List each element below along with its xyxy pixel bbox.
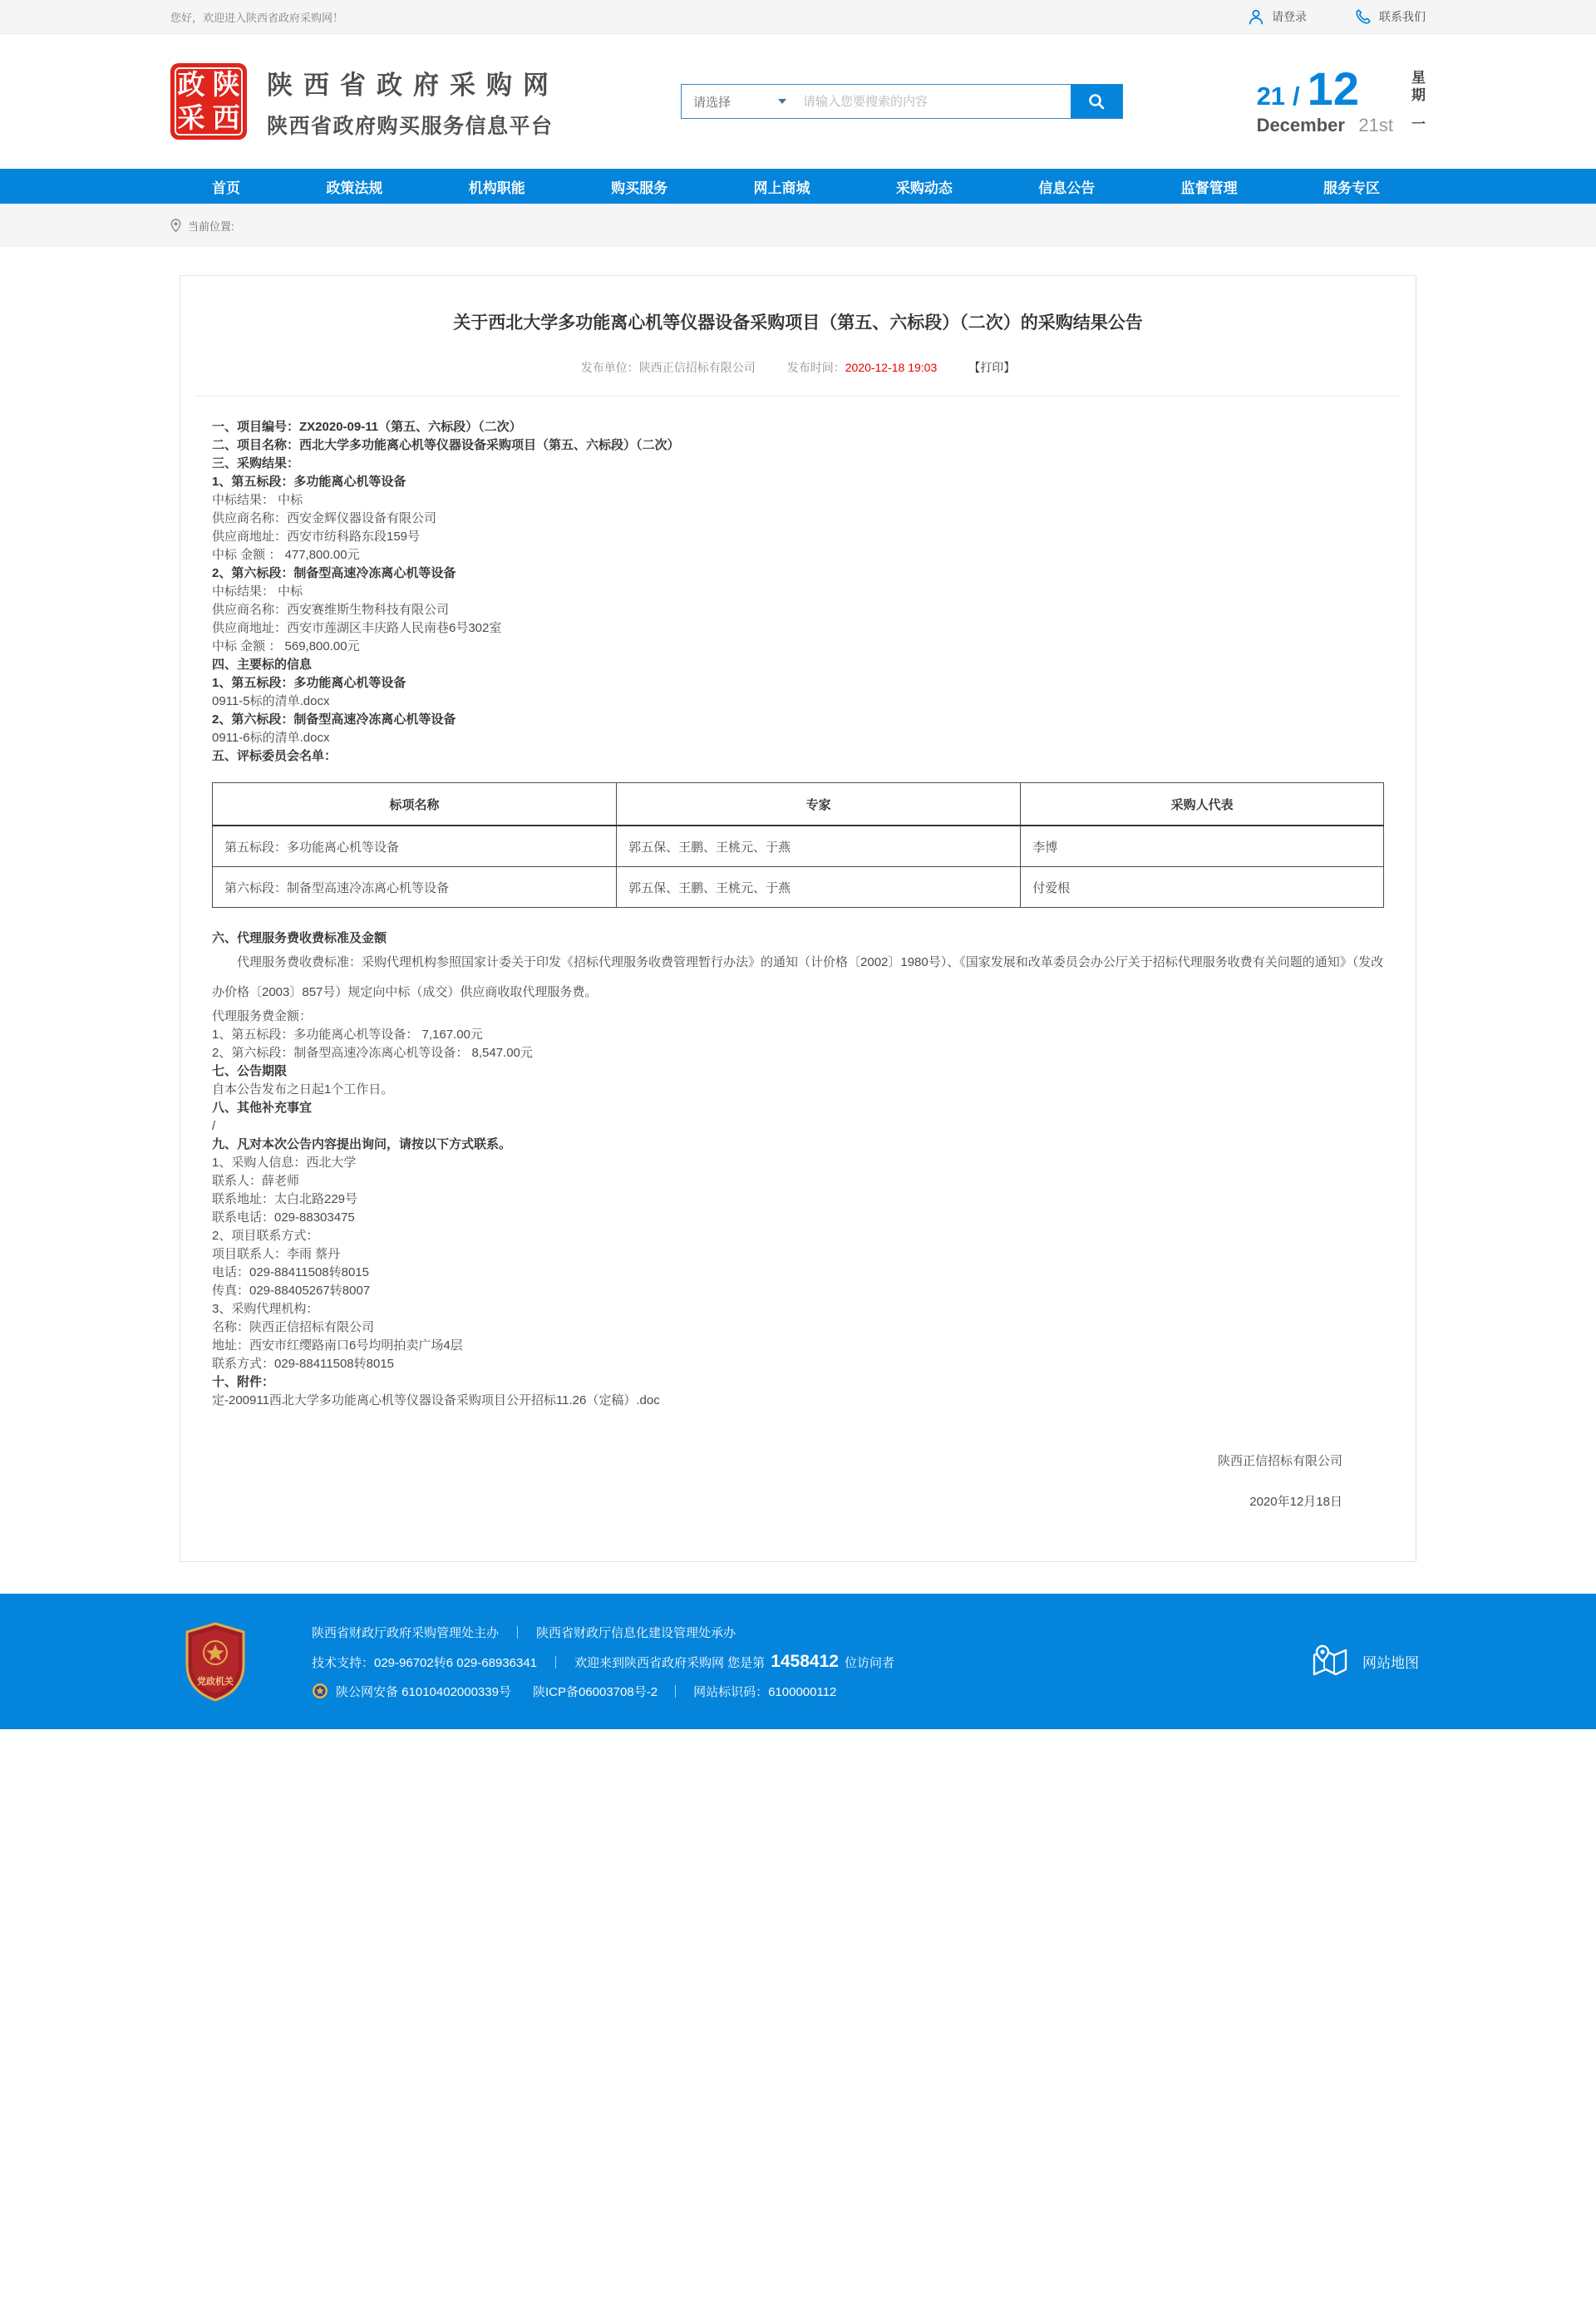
police-badge-icon	[312, 1683, 328, 1699]
body-line: 名称：陕西正信招标有限公司	[212, 1320, 375, 1334]
icp-number: 陕ICP备06003708号-2	[532, 1684, 658, 1699]
publisher	[581, 359, 756, 376]
login-link[interactable]	[1248, 8, 1307, 25]
nav-item-policy[interactable]: 政策法规	[326, 180, 383, 196]
logo-char: 政	[177, 69, 205, 100]
site-header	[0, 34, 1596, 169]
weekday-char: 一	[1411, 116, 1426, 132]
body-line: 供应商名称：西安金辉仪器设备有限公司	[212, 511, 437, 525]
site-title: 陕西省政府采购网	[267, 70, 559, 100]
weekday-char: 期	[1411, 86, 1426, 103]
date-slash: /	[1293, 81, 1300, 111]
table-cell: 郭五保、王鹏、王桃元、于燕	[617, 867, 1021, 908]
body-line: 中标结果： 中标	[212, 493, 303, 507]
body-line: 地址：西安市红缨路南口6号均明拍卖广场4层	[212, 1338, 463, 1353]
nav-item-info-announcements[interactable]: 信息公告	[1038, 180, 1096, 196]
section-heading: 八、其他补充事宜	[212, 1101, 313, 1115]
section-heading: 四、主要标的信息	[212, 658, 313, 672]
logo-char: 西	[212, 102, 240, 133]
caret-down-icon	[778, 99, 786, 104]
logo-char: 采	[177, 102, 205, 133]
nav-bar	[0, 169, 1596, 204]
main-content	[0, 247, 1596, 1594]
article-title: 关于西北大学多功能离心机等仪器设备采购项目（第五、六标段）（二次）的采购结果公告	[453, 313, 1143, 333]
site-code: 网站标识码：6100000112	[693, 1684, 837, 1699]
weekday-char: 星	[1411, 69, 1426, 86]
nav-item-online-mall[interactable]: 网上商城	[753, 180, 810, 196]
body-line: 中标 金额 ： 477,800.00元	[212, 548, 360, 562]
footer-host-line: 陕西省财政厅政府采购管理处主办 ｜ 陕西省财政厅信息化建设管理处承办	[312, 1625, 736, 1640]
location-pin-icon	[170, 219, 181, 233]
body-line: 1、第五标段：多功能离心机等设备： 7,167.00元	[212, 1028, 483, 1042]
section-heading: 九、凡对本次公告内容提出询问，请按以下方式联系。	[212, 1137, 512, 1151]
user-icon	[1248, 8, 1264, 25]
attachment-link[interactable]: 0911-5标的清单.docx	[212, 694, 330, 708]
body-line: 联系电话：029-88303475	[212, 1210, 355, 1225]
table-row	[213, 826, 1384, 867]
search-input[interactable]	[795, 85, 1071, 118]
table-cell: 付爱根	[1021, 867, 1384, 908]
section-heading: 七、公告期限	[212, 1064, 288, 1078]
nav-item-supervision[interactable]: 监督管理	[1180, 180, 1238, 196]
body-line: 联系人：薛老师	[212, 1174, 300, 1188]
login-label: 请登录	[1272, 10, 1307, 23]
topbar	[0, 0, 1596, 34]
body-line: 1、采购人信息：西北大学	[212, 1156, 357, 1170]
section-heading: 1、第五标段：多功能离心机等设备	[212, 676, 406, 690]
search-bar	[681, 84, 1123, 119]
phone-icon	[1355, 8, 1372, 25]
footer-support-line	[312, 1652, 894, 1672]
section-heading: 三、采购结果：	[212, 456, 300, 471]
breadcrumb	[0, 204, 1596, 247]
table-cell: 郭五保、王鹏、王桃元、于燕	[617, 826, 1021, 867]
weekday-text	[1411, 67, 1426, 133]
welcome-text: 您好，欢迎进入陕西省政府采购网！	[170, 11, 344, 24]
body-line: 自本公告发布之日起1个工作日。	[212, 1082, 394, 1097]
body-line: 供应商名称：西安赛维斯生物科技有限公司	[212, 603, 450, 617]
body-line: 联系地址：太白北路229号	[212, 1192, 358, 1206]
article-body	[180, 397, 1416, 1410]
body-line: 3、采购代理机构：	[212, 1302, 319, 1316]
body-line: 联系方式：029-88411508转8015	[212, 1357, 395, 1371]
section-heading: 二、项目名称：西北大学多功能离心机等仪器设备采购项目（第五、六标段）（二次）	[212, 438, 680, 452]
date-day: 21	[1256, 81, 1286, 111]
search-category-value: 请选择	[693, 95, 732, 110]
government-emblem	[182, 1621, 249, 1703]
footer-beian-line	[312, 1683, 894, 1700]
visitor-count: 1458412	[771, 1651, 839, 1671]
footer-separator: ｜	[669, 1684, 682, 1699]
sitemap-link[interactable]	[1311, 1644, 1419, 1679]
body-line: 2、第六标段：制备型高速冷冻离心机等设备： 8,547.00元	[212, 1046, 533, 1060]
date-widget	[1256, 62, 1426, 136]
publish-time-label: 发布时间：	[786, 361, 845, 374]
body-line: 代理服务费收费标准：采购代理机构参照国家计委关于印发《招标代理服务收费管理暂行办法》的通知（计价格〔2002〕1980号）、《国家发展和改革委员会办公厅关于招标代理服务收费有关问题的通知》（发改办价格〔2003〕857号）规定向中标（成交）供应商收取代理服务费。	[212, 955, 1384, 999]
date-ordinal: 21st	[1358, 114, 1393, 136]
body-line: 2、项目联系方式：	[212, 1229, 319, 1243]
body-line: 传真：029-88405267转8007	[212, 1284, 371, 1298]
table-cell: 第五标段：多功能离心机等设备	[213, 826, 617, 867]
publish-time-value: 2020-12-18 19:03	[845, 361, 938, 374]
table-header-cell: 专家	[617, 783, 1021, 826]
contact-label: 联系我们	[1379, 10, 1426, 23]
nav-item-procurement-news[interactable]: 采购动态	[895, 180, 953, 196]
section-heading: 一、项目编号：ZX2020-09-11（第五、六标段）（二次）	[212, 420, 522, 434]
attachment-link[interactable]: 定-200911西北大学多功能离心机等仪器设备采购项目公开招标11.26（定稿）.doc	[212, 1393, 660, 1407]
section-heading: 五、评标委员会名单：	[212, 749, 337, 763]
publish-time	[787, 359, 938, 376]
table-header-cell: 采购人代表	[1021, 783, 1384, 826]
table-cell: 李博	[1021, 826, 1384, 867]
section-heading: 十、附件：	[212, 1375, 275, 1389]
nav-item-buy-services[interactable]: 购买服务	[611, 180, 668, 196]
article-card	[180, 275, 1416, 1562]
nav-item-org-functions[interactable]: 机构职能	[468, 180, 525, 196]
publisher-label: 发布单位：	[580, 361, 639, 374]
map-icon	[1311, 1644, 1349, 1679]
breadcrumb-label: 当前位置:	[188, 219, 234, 233]
table-cell: 第六标段：制备型高速冷冻离心机等设备	[213, 867, 617, 908]
section-heading: 1、第五标段：多功能离心机等设备	[212, 475, 406, 489]
print-button[interactable]: 【打印】	[968, 361, 1016, 374]
section-heading: 2、第六标段：制备型高速冷冻离心机等设备	[212, 566, 456, 580]
body-line: 供应商地址：西安市莲湖区丰庆路人民南巷6号302室	[212, 621, 502, 635]
body-line: /	[212, 1119, 216, 1133]
publish-meta	[180, 359, 1416, 376]
body-line: 中标结果： 中标	[212, 584, 303, 599]
body-line: 代理服务费金额：	[212, 1009, 313, 1023]
section-heading: 2、第六标段：制备型高速冷冻离心机等设备	[212, 712, 456, 727]
site-logo[interactable]	[170, 63, 559, 140]
contact-link[interactable]	[1355, 8, 1426, 25]
date-month: 12	[1307, 62, 1359, 115]
table-header-cell: 标项名称	[213, 783, 617, 826]
search-button[interactable]	[1071, 85, 1122, 118]
body-line: 项目联系人：李雨 蔡丹	[212, 1247, 341, 1261]
signature-date: 2020年12月18日	[1249, 1495, 1342, 1509]
visitor-suffix: 位访问者	[844, 1655, 894, 1670]
search-icon	[1087, 92, 1106, 111]
body-line: 供应商地址：西安市纺科路东段159号	[212, 530, 421, 544]
logo-char: 陕	[212, 69, 240, 100]
publisher-name: 陕西正信招标有限公司	[638, 361, 756, 374]
footer	[0, 1594, 1596, 1729]
nav-item-service-zone[interactable]: 服务专区	[1323, 180, 1380, 196]
nav-item-home[interactable]: 首页	[212, 180, 240, 196]
site-subtitle: 陕西省政府购买服务信息平台	[267, 114, 554, 138]
search-category-select[interactable]	[682, 85, 795, 118]
emblem-label: 党政机关	[197, 1676, 234, 1687]
table-row	[213, 867, 1384, 908]
body-line: 中标 金额 ： 569,800.00元	[212, 639, 360, 653]
sitemap-label: 网站地图	[1362, 1655, 1419, 1671]
body-line: 电话：029-88411508转8015	[212, 1265, 370, 1279]
attachment-link[interactable]: 0911-6标的清单.docx	[212, 731, 330, 745]
support-text: 技术支持：029-96702转6 029-68936341 ｜ 欢迎来到陕西省政府采购网 您是第	[312, 1655, 766, 1670]
gongan-beian-link[interactable]: 陕公网安备 61010402000339号	[336, 1684, 511, 1699]
date-month-name: December	[1256, 114, 1345, 136]
signature-company: 陕西正信招标有限公司	[1217, 1454, 1342, 1468]
section-heading: 六、代理服务费收费标准及金额	[212, 931, 387, 945]
committee-table	[212, 782, 1384, 908]
logo-seal	[170, 63, 247, 140]
